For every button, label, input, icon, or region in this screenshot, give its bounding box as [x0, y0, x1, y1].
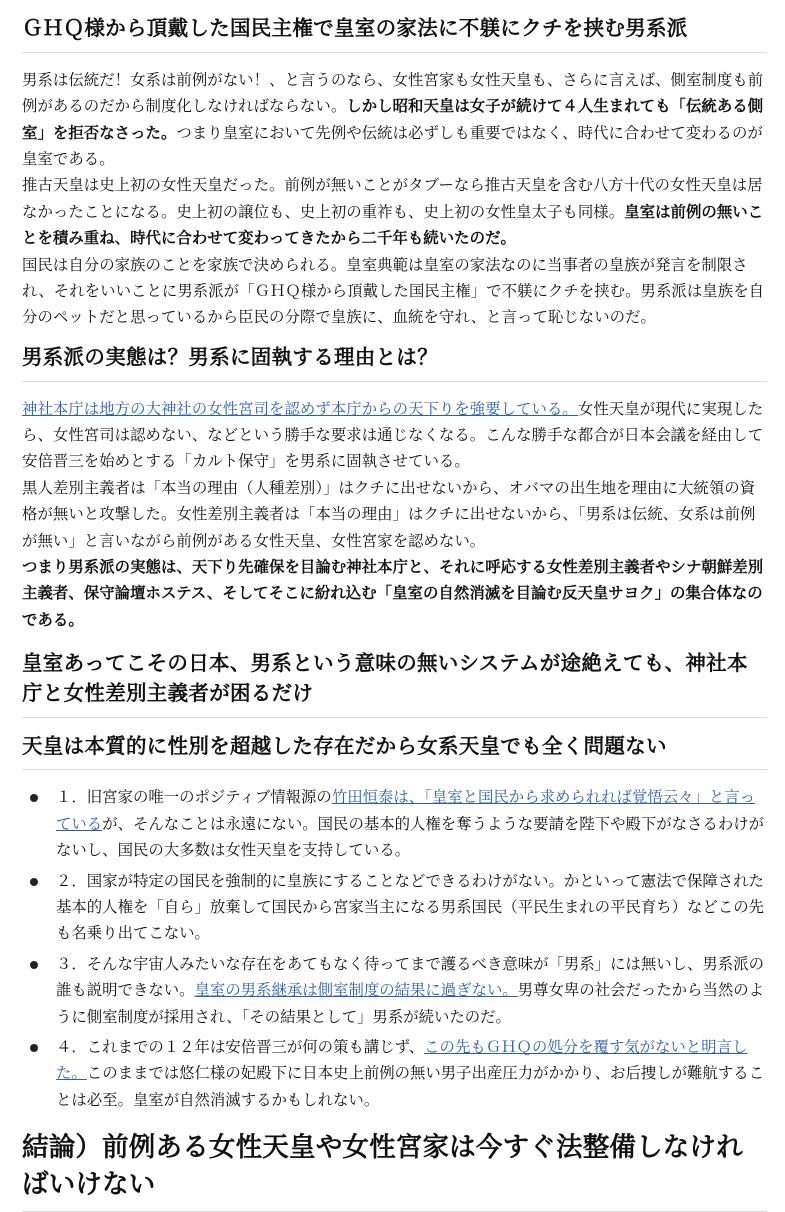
paragraph-tradition — [22, 67, 767, 173]
paragraph-suiko — [22, 172, 767, 251]
item-text: ２．国家が特定の国民を強制的に皇族にすることなどできるわけがない。かといって憲法で保障された基本的人権を「自ら」放棄して国民から宮家当主になる男系国民（平民生まれの平民育ち）などこの先も名乗り出てこない。 — [56, 871, 764, 943]
bold-text: 皇室は前例の無いことを積み重ね、時代に合わせて変わってきたから二千年も続いたのだ。 — [22, 202, 764, 248]
points-list — [22, 784, 767, 1113]
paragraph-jinja-honcho — [22, 396, 767, 475]
link-concubine-system[interactable]: 皇室の男系継承は側室制度の結果に過ぎない。 — [194, 981, 518, 1000]
divider — [22, 52, 767, 53]
divider — [22, 769, 767, 770]
list-item — [22, 784, 767, 863]
bullet-icon — [30, 794, 38, 802]
divider — [22, 381, 767, 382]
paragraph-text: 女性天皇が現代に実現したら、女性宮司は認めない、などという勝手な要求は通じなくなる。こんな勝手な都合が日本会議を経由して安倍晋三を始めとする「カルト保守」を男系に固執させている。 — [22, 399, 764, 471]
paragraph-conclusion-reality — [22, 554, 767, 633]
section-heading-gender: 天皇は本質的に性別を超越した存在だから女系天皇でも全く問題ない — [22, 733, 667, 758]
list-item — [22, 951, 767, 1030]
paragraph-text: つまり皇室において先例や伝統は必ずしも重要ではなく、時代に合わせて変わるのが皇室である。 — [22, 123, 763, 168]
item-text: １．旧宮家の唯一のポジティブ情報源の — [56, 788, 332, 807]
bullet-icon — [30, 1044, 38, 1052]
bold-text: つまり男系派の実態は、天下り先確保を目論む神社本庁と、それに呼応する女性差別主義者やシナ朝鮮差別主義者、保守論壇ホステス、そしてそこに紛れ込む「皇室の自然消滅を目論む反天皇サヨク」の集合体なのである。 — [22, 557, 764, 629]
bullet-icon — [30, 961, 38, 969]
item-text: このままでは悠仁様の妃殿下に日本史上前例の無い男子出産圧力がかかり、お后捜しが難航することは必至。皇室が自然消滅するかもしれない。 — [56, 1064, 764, 1109]
paragraph-house-law: 国民は自分の家族のことを家族で決められる。皇室典範は皇室の家法なのに当事者の皇族が発言を制限され、それをいいことに男系派が「ＧＨＱ様から頂戴した国民主権」で不躾にクチを挟む。男系派は皇族を自分のペットだと思っているから臣民の分際で皇族に、血統を守れ、と言って恥じないのだ。 — [22, 255, 765, 327]
divider — [22, 717, 767, 718]
section-heading-ghq: ＧＨＱ様から頂戴した国民主権で皇室の家法に不躾にクチを挟む男系派 — [22, 16, 688, 40]
item-text: ４．これまでの１２年は安倍晋三が何の策も講じず、 — [56, 1037, 425, 1056]
section-heading-imperial: 皇室あってこその日本、男系という意味の無いシステムが途絶えても、神社本庁と女性差別主義者が困るだけ — [22, 651, 748, 705]
section-heading-reality: 男系派の実態は？男系に固執する理由とは？ — [22, 344, 438, 369]
conclusion-heading: 結論）前例ある女性天皇や女性宮家は今すぐ法整備しなければいけない — [22, 1132, 743, 1201]
paragraph-text: 推古天皇は史上初の女性天皇だった。前例が無いことがタブーなら推古天皇を含む八方十代の女性天皇は居なかったことになる。史上初の譲位も、史上初の重祚も、史上初の女性皇太子も同様。 — [22, 176, 763, 221]
list-item — [22, 1034, 767, 1113]
paragraph-discrimination: 黒人差別主義者は「本当の理由（人種差別）」はクチに出せないから、オバマの出生地を理由に大統領の資格が無いと攻撃した。女性差別主義者は「本当の理由」はクチに出せないから、「男系は伝統、女系は前例が無い」と言いながら前例がある女性天皇、女性宮家を認めない。 — [22, 478, 756, 550]
bold-text: しかし昭和天皇は女子が続けて４人生まれても「伝統ある側室」を拒否なさった。 — [22, 97, 764, 142]
link-jinja-honcho[interactable]: 神社本庁は地方の大神社の女性宮司を認めず本庁からの天下りを強要している。 — [22, 399, 578, 418]
bullet-icon — [30, 878, 38, 886]
paragraph-text: 男系は伝統だ！女系は前例がない！、と言うのなら、女性宮家も女性天皇も、さらに言えば、側室制度も前例があるのだから制度化しなければならない。 — [22, 70, 764, 116]
list-item — [22, 868, 767, 947]
link-ghq-disposition[interactable]: この先もＧＨＱの処分を覆す気がないと明言した。 — [56, 1037, 748, 1083]
item-text: ３．そんな宇宙人みたいな存在をあてもなく待ってまで護るべき意味が「男系」には無いし、男系派の誰も説明できない。 — [56, 954, 764, 1000]
item-text: 男尊女卑の社会だったから当然のように側室制度が採用され、「その結果として」男系が続いたのだ。 — [56, 981, 765, 1026]
link-takeda[interactable]: 竹田恒泰は、「皇室と国民から求められれば覚悟云々」と言っている — [56, 788, 756, 833]
item-text: が、そんなことは永遠にない。国民の基本的人権を奪うような要請を陛下や殿下がなさるわけがないし、国民の大多数は女性天皇を支持している。 — [56, 814, 764, 860]
